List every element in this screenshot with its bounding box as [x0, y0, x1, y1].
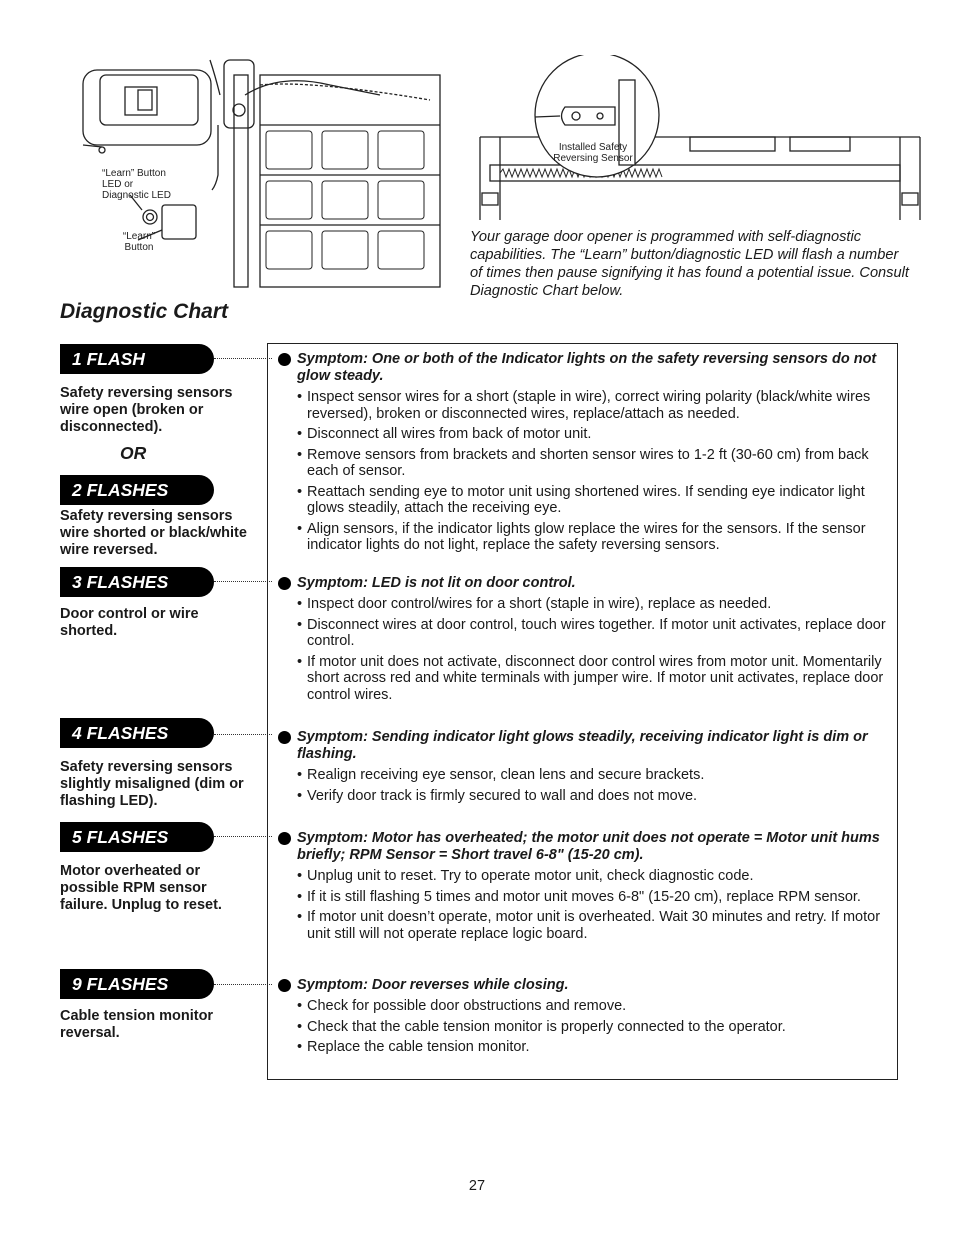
- symptom-step: • Inspect sensor wires for a short (staple in wire), correct wiring polarity (black/white wires reversed), broken or disconnected wires, replace/attach as needed.: [297, 389, 888, 422]
- leader-line: [214, 581, 272, 582]
- symptom-step: • If motor unit does not activate, disconnect door control wires from motor unit. Momentarily short across red and white terminals with jumper wire. If motor unit activates, replace door control wires.: [297, 654, 888, 704]
- symptom-block-4: [278, 729, 888, 808]
- flash-code-tab-4: 4 FLASHES: [60, 718, 214, 748]
- flash-code-desc-4: Safety reversing sensors slightly misaligned (dim or flashing LED).: [60, 759, 244, 809]
- installed-sensor-label: Installed Safety Reversing Sensor: [553, 142, 633, 164]
- flash-code-desc-9: Cable tension monitor reversal.: [60, 1008, 214, 1041]
- learn-button-label: “Learn” Button: [122, 231, 156, 253]
- symptom-step: • Check that the cable tension monitor is properly connected to the operator.: [297, 1019, 888, 1036]
- safety-sensor-drawing: [470, 55, 930, 225]
- symptom-title: Symptom: LED is not lit on door control.: [297, 575, 576, 591]
- symptom-step: • Remove sensors from brackets and shorten sensor wires to 1-2 ft (30-60 cm) from back each of sensor.: [297, 447, 888, 480]
- leader-line: [214, 984, 272, 985]
- symptom-block-5: [278, 830, 888, 946]
- bullet-icon: [278, 353, 291, 366]
- bullet-icon: [278, 577, 291, 590]
- symptom-step: • Align sensors, if the indicator lights glow replace the wires for the sensors. If the sensor indicator lights do not light, replace the safety reversing sensors.: [297, 521, 888, 554]
- symptom-title: Symptom: Motor has overheated; the motor unit does not operate = Motor unit hums briefly; RPM Sensor = Short travel 6-8" (15-20 cm).: [297, 830, 880, 863]
- symptom-block-9: [278, 977, 888, 1060]
- page-number: 27: [468, 1178, 486, 1194]
- leader-line: [214, 836, 272, 837]
- flash-code-desc-1: Safety reversing sensors wire open (broken or disconnected).: [60, 385, 233, 435]
- symptom-title: Symptom: One or both of the Indicator lights on the safety reversing sensors do not glow steady.: [297, 351, 877, 384]
- symptom-block-3: [278, 575, 888, 707]
- bullet-icon: [278, 832, 291, 845]
- leader-line: [214, 734, 272, 735]
- intro-text: Your garage door opener is programmed with self-diagnostic capabilities. The “Learn” button/diagnostic LED will flash a number of times then pause signifying it has found a potential issue. Consult Diagnostic Chart below.: [470, 229, 909, 299]
- symptom-step: • Reattach sending eye to motor unit using shortened wires. If sending eye indicator light glows steadily, attach the receiving eye.: [297, 484, 888, 517]
- symptom-step: • If it is still flashing 5 times and motor unit moves 6-8" (15-20 cm), replace RPM sensor.: [297, 889, 888, 906]
- flash-code-tab-2: 2 FLASHES: [60, 475, 214, 505]
- opener-illustration: [80, 55, 445, 290]
- bullet-icon: [278, 731, 291, 744]
- symptom-block-1: [278, 351, 888, 558]
- flash-code-desc-5: Motor overheated or possible RPM sensor failure. Unplug to reset.: [60, 863, 222, 913]
- flash-code-tab-3: 3 FLASHES: [60, 567, 214, 597]
- flash-code-tab-5: 5 FLASHES: [60, 822, 214, 852]
- or-label: OR: [120, 443, 147, 463]
- symptom-step: • Unplug unit to reset. Try to operate motor unit, check diagnostic code.: [297, 868, 888, 885]
- sensor-illustration: [470, 55, 930, 225]
- learn-led-label: “Learn” Button LED or Diagnostic LED: [102, 168, 171, 201]
- flash-code-tab-9: 9 FLASHES: [60, 969, 214, 999]
- symptom-title: Symptom: Door reverses while closing.: [297, 977, 569, 993]
- symptom-step: • Realign receiving eye sensor, clean lens and secure brackets.: [297, 767, 888, 784]
- symptom-step: • Check for possible door obstructions and remove.: [297, 998, 888, 1015]
- symptom-step: • Disconnect all wires from back of motor unit.: [297, 426, 888, 443]
- symptom-step: • Disconnect wires at door control, touch wires together. If motor unit activates, replace door control.: [297, 617, 888, 650]
- symptom-step: • If motor unit doesn’t operate, motor unit is overheated. Wait 30 minutes and retry. If motor unit still will not operate replace logic board.: [297, 909, 888, 942]
- symptom-step: • Inspect door control/wires for a short (staple in wire), replace as needed.: [297, 596, 888, 613]
- flash-code-desc-3: Door control or wire shorted.: [60, 606, 199, 639]
- leader-line: [214, 358, 272, 359]
- symptom-title: Symptom: Sending indicator light glows steadily, receiving indicator light is dim or flashing.: [297, 729, 868, 762]
- symptom-step: • Replace the cable tension monitor.: [297, 1039, 888, 1056]
- flash-code-desc-2: Safety reversing sensors wire shorted or black/white wire reversed.: [60, 508, 247, 558]
- bullet-icon: [278, 979, 291, 992]
- diagnostic-chart-title: Diagnostic Chart: [60, 300, 229, 323]
- symptom-step: • Verify door track is firmly secured to wall and does not move.: [297, 788, 888, 805]
- flash-code-tab-1: 1 FLASH: [60, 344, 214, 374]
